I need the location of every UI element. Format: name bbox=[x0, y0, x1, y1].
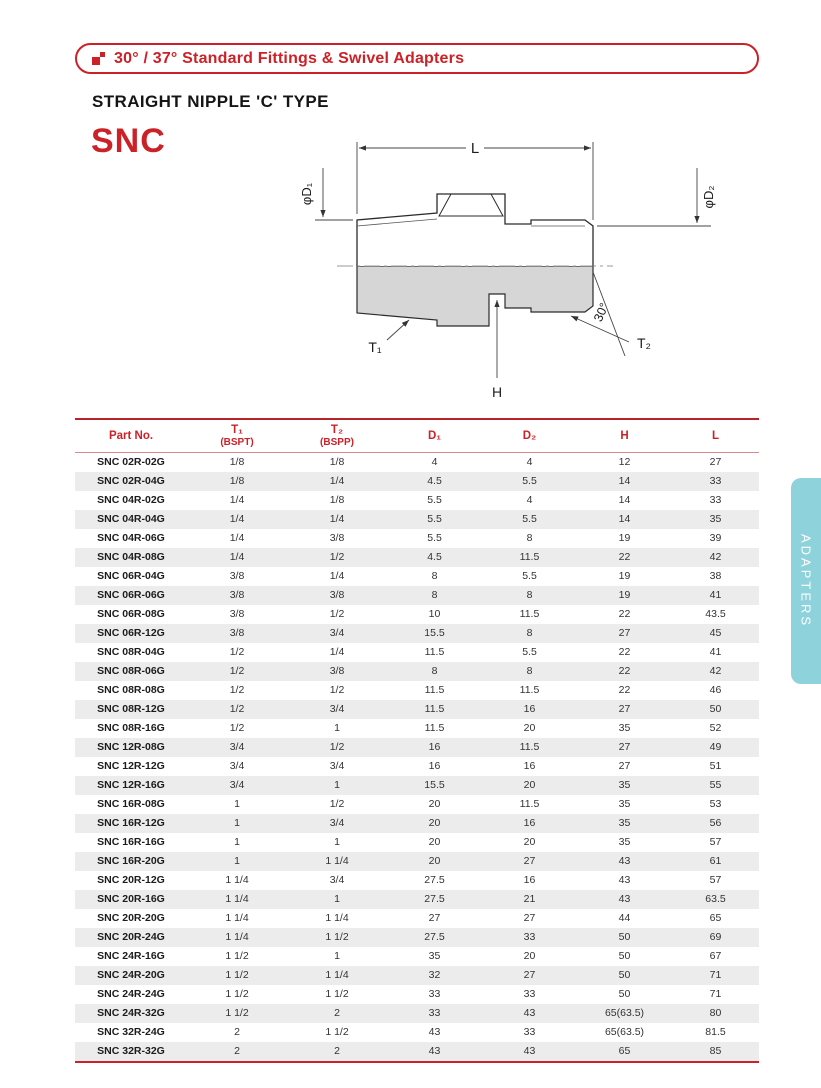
spec-value-cell: 10 bbox=[428, 608, 441, 620]
spec-value-cell: 22 bbox=[618, 684, 631, 696]
spec-value-cell: 3/4 bbox=[229, 760, 245, 772]
spec-value-cell: 1/2 bbox=[329, 798, 345, 810]
spec-value-cell: 51 bbox=[709, 760, 722, 772]
spec-value-cell: 1/2 bbox=[229, 646, 245, 658]
part-no-cell: SNC 02R-02G bbox=[97, 456, 165, 468]
spec-value-cell: 14 bbox=[618, 513, 631, 525]
spec-value-cell: 1/4 bbox=[329, 475, 345, 487]
technical-drawing bbox=[287, 116, 747, 412]
spec-value-cell: 42 bbox=[709, 665, 722, 677]
table-row bbox=[75, 852, 759, 871]
spec-value-cell: 20 bbox=[523, 950, 536, 962]
part-no-cell: SNC 16R-16G bbox=[97, 836, 165, 848]
part-no-cell: SNC 04R-06G bbox=[97, 532, 165, 544]
table-row bbox=[75, 567, 759, 586]
spec-value-cell: 16 bbox=[523, 817, 536, 829]
spec-value-cell: 1 1/4 bbox=[225, 893, 249, 905]
spec-value-cell: 57 bbox=[709, 836, 722, 848]
spec-value-cell: 65 bbox=[709, 912, 722, 924]
spec-value-cell: 1 1/4 bbox=[325, 855, 349, 867]
spec-value-cell: 2 bbox=[234, 1026, 240, 1038]
table-row bbox=[75, 529, 759, 548]
spec-value-cell: 12 bbox=[618, 456, 631, 468]
part-no-cell: SNC 08R-08G bbox=[97, 684, 165, 696]
spec-value-cell: 5.5 bbox=[522, 570, 537, 582]
column-header-h: H bbox=[577, 419, 672, 453]
spec-value-cell: 32 bbox=[428, 969, 441, 981]
spec-value-cell: 1/2 bbox=[329, 551, 345, 563]
spec-value-cell: 33 bbox=[428, 988, 441, 1000]
spec-value-cell: 33 bbox=[428, 1007, 441, 1019]
part-no-cell: SNC 12R-08G bbox=[97, 741, 165, 753]
spec-value-cell: 35 bbox=[618, 722, 631, 734]
dim-label-L: L bbox=[470, 140, 480, 157]
spec-value-cell: 11.5 bbox=[519, 741, 540, 753]
leader-t1 bbox=[387, 320, 409, 340]
spec-value-cell: 2 bbox=[334, 1007, 340, 1019]
spec-value-cell: 1 1/4 bbox=[225, 874, 249, 886]
table-row bbox=[75, 966, 759, 985]
table-row bbox=[75, 662, 759, 681]
spec-value-cell: 1 1/2 bbox=[225, 950, 249, 962]
column-header-l: L bbox=[672, 419, 759, 453]
spec-value-cell: 15.5 bbox=[424, 779, 445, 791]
spec-value-cell: 20 bbox=[428, 836, 441, 848]
spec-value-cell: 14 bbox=[618, 494, 631, 506]
spec-value-cell: 8 bbox=[431, 665, 438, 677]
spec-value-cell: 3/8 bbox=[329, 589, 345, 601]
side-tab-adapters[interactable] bbox=[791, 478, 821, 684]
spec-value-cell: 3/8 bbox=[229, 589, 245, 601]
spec-value-cell: 3/8 bbox=[229, 627, 245, 639]
spec-value-cell: 42 bbox=[709, 551, 722, 563]
spec-value-cell: 50 bbox=[618, 950, 631, 962]
spec-value-cell: 4 bbox=[526, 456, 533, 468]
spec-value-cell: 1 bbox=[234, 855, 240, 867]
table-row bbox=[75, 681, 759, 700]
table-row bbox=[75, 719, 759, 738]
spec-value-cell: 50 bbox=[709, 703, 722, 715]
spec-value-cell: 20 bbox=[523, 722, 536, 734]
spec-value-cell: 43 bbox=[523, 1045, 536, 1057]
spec-value-cell: 27 bbox=[618, 627, 631, 639]
spec-value-cell: 3/4 bbox=[329, 817, 345, 829]
spec-value-cell: 1 bbox=[234, 798, 240, 810]
dim-label-t2: T₂ bbox=[637, 335, 651, 351]
part-no-cell: SNC 16R-08G bbox=[97, 798, 165, 810]
spec-value-cell: 16 bbox=[523, 760, 536, 772]
spec-value-cell: 1 bbox=[234, 836, 240, 848]
spec-value-cell: 20 bbox=[428, 817, 441, 829]
spec-value-cell: 43 bbox=[523, 1007, 536, 1019]
part-no-cell: SNC 20R-16G bbox=[97, 893, 165, 905]
spec-value-cell: 11.5 bbox=[519, 798, 540, 810]
spec-value-cell: 1/2 bbox=[329, 741, 345, 753]
spec-value-cell: 35 bbox=[618, 779, 631, 791]
spec-value-cell: 19 bbox=[618, 532, 631, 544]
spec-value-cell: 43 bbox=[428, 1026, 441, 1038]
spec-value-cell: 20 bbox=[523, 836, 536, 848]
spec-value-cell: 27 bbox=[428, 912, 441, 924]
spec-value-cell: 1 1/4 bbox=[325, 969, 349, 981]
spec-value-cell: 52 bbox=[709, 722, 722, 734]
spec-value-cell: 20 bbox=[523, 779, 536, 791]
spec-value-cell: 65(63.5) bbox=[604, 1007, 645, 1019]
spec-table-body bbox=[75, 453, 759, 1063]
spec-value-cell: 11.5 bbox=[519, 684, 540, 696]
spec-value-cell: 20 bbox=[428, 798, 441, 810]
spec-value-cell: 33 bbox=[523, 1026, 536, 1038]
spec-value-cell: 35 bbox=[618, 817, 631, 829]
spec-value-cell: 63.5 bbox=[705, 893, 726, 905]
spec-value-cell: 8 bbox=[526, 665, 533, 677]
spec-value-cell: 22 bbox=[618, 646, 631, 658]
spec-value-cell: 16 bbox=[523, 874, 536, 886]
spec-value-cell: 1 bbox=[334, 722, 340, 734]
column-header-part-no: Part No. bbox=[75, 419, 187, 453]
spec-value-cell: 35 bbox=[709, 513, 722, 525]
table-row bbox=[75, 890, 759, 909]
spec-value-cell: 81.5 bbox=[705, 1026, 726, 1038]
part-no-cell: SNC 24R-32G bbox=[97, 1007, 165, 1019]
part-no-cell: SNC 24R-24G bbox=[97, 988, 165, 1000]
product-subtitle: STRAIGHT NIPPLE 'C' TYPE bbox=[92, 92, 329, 111]
spec-value-cell: 1/2 bbox=[329, 608, 345, 620]
spec-value-cell: 22 bbox=[618, 665, 631, 677]
spec-value-cell: 16 bbox=[428, 741, 441, 753]
part-no-cell: SNC 32R-32G bbox=[97, 1045, 165, 1057]
spec-value-cell: 16 bbox=[428, 760, 441, 772]
spec-value-cell: 50 bbox=[618, 988, 631, 1000]
table-row bbox=[75, 453, 759, 473]
spec-value-cell: 33 bbox=[709, 475, 722, 487]
product-code: SNC bbox=[91, 122, 166, 160]
spec-value-cell: 11.5 bbox=[519, 551, 540, 563]
side-tab-label: ADAPTERS bbox=[798, 533, 814, 629]
angle-label: 30° bbox=[591, 300, 612, 324]
table-row bbox=[75, 928, 759, 947]
spec-value-cell: 1 1/2 bbox=[325, 1026, 349, 1038]
part-no-cell: SNC 04R-08G bbox=[97, 551, 165, 563]
table-row bbox=[75, 700, 759, 719]
spec-value-cell: 43 bbox=[618, 893, 631, 905]
part-no-cell: SNC 32R-24G bbox=[97, 1026, 165, 1038]
spec-value-cell: 85 bbox=[709, 1045, 722, 1057]
spec-value-cell: 3/4 bbox=[229, 779, 245, 791]
spec-value-cell: 19 bbox=[618, 589, 631, 601]
table-row bbox=[75, 548, 759, 567]
spec-value-cell: 2 bbox=[234, 1045, 240, 1057]
fitting-outline bbox=[357, 194, 593, 266]
spec-value-cell: 53 bbox=[709, 798, 722, 810]
part-no-cell: SNC 24R-20G bbox=[97, 969, 165, 981]
spec-value-cell: 1/4 bbox=[229, 551, 245, 563]
spec-value-cell: 20 bbox=[428, 855, 441, 867]
spec-value-cell: 43.5 bbox=[705, 608, 726, 620]
spec-value-cell: 11.5 bbox=[424, 684, 445, 696]
spec-value-cell: 1/4 bbox=[229, 494, 245, 506]
spec-value-cell: 35 bbox=[618, 836, 631, 848]
spec-value-cell: 4.5 bbox=[427, 551, 442, 563]
part-no-cell: SNC 04R-04G bbox=[97, 513, 165, 525]
spec-value-cell: 27 bbox=[523, 855, 536, 867]
table-row bbox=[75, 510, 759, 529]
spec-value-cell: 8 bbox=[431, 570, 438, 582]
table-row bbox=[75, 624, 759, 643]
spec-value-cell: 11.5 bbox=[519, 608, 540, 620]
spec-value-cell: 1/2 bbox=[329, 684, 345, 696]
spec-value-cell: 22 bbox=[618, 551, 631, 563]
spec-value-cell: 1/8 bbox=[329, 456, 345, 468]
table-row bbox=[75, 985, 759, 1004]
part-no-cell: SNC 20R-24G bbox=[97, 931, 165, 943]
spec-value-cell: 65(63.5) bbox=[604, 1026, 645, 1038]
spec-value-cell: 5.5 bbox=[427, 494, 442, 506]
column-header-d2: D₂ bbox=[482, 419, 577, 453]
spec-value-cell: 67 bbox=[709, 950, 722, 962]
spec-value-cell: 3/4 bbox=[329, 703, 345, 715]
spec-value-cell: 11.5 bbox=[424, 646, 445, 658]
section-lower-half bbox=[357, 266, 593, 326]
column-header-t2: T₂ (BSPP) bbox=[287, 419, 387, 453]
spec-value-cell: 11.5 bbox=[424, 703, 445, 715]
table-row bbox=[75, 833, 759, 852]
spec-value-cell: 27 bbox=[618, 760, 631, 772]
spec-value-cell: 3/4 bbox=[329, 874, 345, 886]
dim-label-t1: T₁ bbox=[368, 339, 382, 355]
spec-value-cell: 1/4 bbox=[229, 532, 245, 544]
spec-value-cell: 3/4 bbox=[329, 760, 345, 772]
spec-value-cell: 49 bbox=[709, 741, 722, 753]
spec-value-cell: 55 bbox=[709, 779, 722, 791]
spec-value-cell: 27 bbox=[523, 912, 536, 924]
part-no-cell: SNC 12R-12G bbox=[97, 760, 165, 772]
spec-value-cell: 27 bbox=[709, 456, 722, 468]
part-no-cell: SNC 06R-12G bbox=[97, 627, 165, 639]
spec-value-cell: 61 bbox=[709, 855, 722, 867]
column-header-t1: T₁ (BSPT) bbox=[187, 419, 287, 453]
table-row bbox=[75, 871, 759, 890]
spec-value-cell: 2 bbox=[334, 1045, 340, 1057]
part-no-cell: SNC 08R-12G bbox=[97, 703, 165, 715]
spec-value-cell: 1 1/4 bbox=[225, 912, 249, 924]
part-no-cell: SNC 08R-04G bbox=[97, 646, 165, 658]
spec-value-cell: 14 bbox=[618, 475, 631, 487]
spec-value-cell: 41 bbox=[709, 646, 722, 658]
spec-value-cell: 50 bbox=[618, 969, 631, 981]
spec-value-cell: 50 bbox=[618, 931, 631, 943]
spec-value-cell: 1 bbox=[334, 836, 340, 848]
table-row bbox=[75, 738, 759, 757]
spec-value-cell: 65 bbox=[618, 1045, 631, 1057]
spec-value-cell: 1/8 bbox=[229, 475, 245, 487]
part-no-cell: SNC 20R-20G bbox=[97, 912, 165, 924]
spec-value-cell: 8 bbox=[431, 589, 438, 601]
spec-value-cell: 1 1/2 bbox=[325, 988, 349, 1000]
spec-value-cell: 4 bbox=[431, 456, 438, 468]
spec-value-cell: 1 1/2 bbox=[325, 931, 349, 943]
spec-value-cell: 16 bbox=[523, 703, 536, 715]
spec-value-cell: 4 bbox=[526, 494, 533, 506]
spec-value-cell: 5.5 bbox=[427, 513, 442, 525]
table-row bbox=[75, 472, 759, 491]
spec-value-cell: 33 bbox=[709, 494, 722, 506]
part-no-cell: SNC 12R-16G bbox=[97, 779, 165, 791]
table-row bbox=[75, 1023, 759, 1042]
spec-value-cell: 1/2 bbox=[229, 665, 245, 677]
spec-value-cell: 46 bbox=[709, 684, 722, 696]
spec-value-cell: 8 bbox=[526, 589, 533, 601]
spec-value-cell: 35 bbox=[428, 950, 441, 962]
part-no-cell: SNC 04R-02G bbox=[97, 494, 165, 506]
spec-value-cell: 3/8 bbox=[229, 570, 245, 582]
table-row bbox=[75, 795, 759, 814]
part-no-cell: SNC 24R-16G bbox=[97, 950, 165, 962]
spec-value-cell: 4.5 bbox=[427, 475, 442, 487]
table-row bbox=[75, 1042, 759, 1062]
table-row bbox=[75, 909, 759, 928]
spec-value-cell: 39 bbox=[709, 532, 722, 544]
spec-value-cell: 43 bbox=[618, 855, 631, 867]
spec-value-cell: 1 1/4 bbox=[225, 931, 249, 943]
spec-value-cell: 1/2 bbox=[229, 722, 245, 734]
spec-value-cell: 21 bbox=[523, 893, 536, 905]
spec-value-cell: 35 bbox=[618, 798, 631, 810]
spec-value-cell: 1/4 bbox=[229, 513, 245, 525]
spec-value-cell: 8 bbox=[526, 627, 533, 639]
spec-value-cell: 43 bbox=[428, 1045, 441, 1057]
table-row bbox=[75, 776, 759, 795]
table-row bbox=[75, 491, 759, 510]
spec-value-cell: 3/4 bbox=[329, 627, 345, 639]
spec-value-cell: 80 bbox=[709, 1007, 722, 1019]
dim-label-h: H bbox=[491, 384, 503, 400]
spec-value-cell: 1/2 bbox=[229, 703, 245, 715]
spec-value-cell: 33 bbox=[523, 931, 536, 943]
spec-value-cell: 1 1/4 bbox=[325, 912, 349, 924]
spec-value-cell: 27.5 bbox=[424, 893, 445, 905]
spec-value-cell: 27.5 bbox=[424, 874, 445, 886]
spec-value-cell: 1/8 bbox=[329, 494, 345, 506]
spec-value-cell: 1/8 bbox=[229, 456, 245, 468]
spec-value-cell: 1/4 bbox=[329, 570, 345, 582]
part-no-cell: SNC 08R-06G bbox=[97, 665, 165, 677]
spec-value-cell: 27 bbox=[618, 741, 631, 753]
part-no-cell: SNC 02R-04G bbox=[97, 475, 165, 487]
table-row bbox=[75, 643, 759, 662]
spec-value-cell: 1 1/2 bbox=[225, 988, 249, 1000]
spec-value-cell: 38 bbox=[709, 570, 722, 582]
dim-label-d1: φD₁ bbox=[299, 182, 314, 206]
spec-value-cell: 56 bbox=[709, 817, 722, 829]
part-no-cell: SNC 08R-16G bbox=[97, 722, 165, 734]
column-header-d1: D₁ bbox=[387, 419, 482, 453]
spec-value-cell: 3/8 bbox=[329, 532, 345, 544]
spec-value-cell: 1 bbox=[234, 817, 240, 829]
part-no-cell: SNC 16R-20G bbox=[97, 855, 165, 867]
part-no-cell: SNC 06R-06G bbox=[97, 589, 165, 601]
spec-value-cell: 1 bbox=[334, 893, 340, 905]
spec-value-cell: 27.5 bbox=[424, 931, 445, 943]
banner-title: 30° / 37° Standard Fittings & Swivel Adapters bbox=[114, 49, 465, 67]
squares-icon bbox=[92, 52, 105, 65]
spec-value-cell: 5.5 bbox=[522, 513, 537, 525]
spec-value-cell: 5.5 bbox=[522, 646, 537, 658]
spec-value-cell: 5.5 bbox=[522, 475, 537, 487]
table-row bbox=[75, 605, 759, 624]
spec-value-cell: 41 bbox=[709, 589, 722, 601]
spec-value-cell: 1/4 bbox=[329, 513, 345, 525]
table-row bbox=[75, 586, 759, 605]
part-no-cell: SNC 06R-04G bbox=[97, 570, 165, 582]
spec-value-cell: 1 1/2 bbox=[225, 1007, 249, 1019]
spec-value-cell: 44 bbox=[618, 912, 631, 924]
spec-value-cell: 15.5 bbox=[424, 627, 445, 639]
spec-value-cell: 1 bbox=[334, 950, 340, 962]
spec-value-cell: 27 bbox=[523, 969, 536, 981]
spec-value-cell: 27 bbox=[618, 703, 631, 715]
spec-value-cell: 71 bbox=[709, 988, 722, 1000]
section-banner bbox=[75, 43, 759, 74]
spec-value-cell: 19 bbox=[618, 570, 631, 582]
table-row bbox=[75, 757, 759, 776]
table-row bbox=[75, 814, 759, 833]
spec-value-cell: 69 bbox=[709, 931, 722, 943]
spec-value-cell: 1 bbox=[334, 779, 340, 791]
part-no-cell: SNC 20R-12G bbox=[97, 874, 165, 886]
spec-value-cell: 5.5 bbox=[427, 532, 442, 544]
spec-table-header bbox=[75, 419, 759, 453]
spec-value-cell: 71 bbox=[709, 969, 722, 981]
part-no-cell: SNC 16R-12G bbox=[97, 817, 165, 829]
table-row bbox=[75, 1004, 759, 1023]
spec-value-cell: 57 bbox=[709, 874, 722, 886]
spec-value-cell: 33 bbox=[523, 988, 536, 1000]
spec-value-cell: 43 bbox=[618, 874, 631, 886]
spec-value-cell: 45 bbox=[709, 627, 722, 639]
spec-value-cell: 3/8 bbox=[329, 665, 345, 677]
spec-value-cell: 1/4 bbox=[329, 646, 345, 658]
dim-label-d2: φD₂ bbox=[701, 185, 716, 209]
spec-value-cell: 22 bbox=[618, 608, 631, 620]
part-no-cell: SNC 06R-08G bbox=[97, 608, 165, 620]
spec-table bbox=[75, 418, 759, 1063]
spec-value-cell: 8 bbox=[526, 532, 533, 544]
spec-value-cell: 3/4 bbox=[229, 741, 245, 753]
spec-value-cell: 11.5 bbox=[424, 722, 445, 734]
spec-value-cell: 1/2 bbox=[229, 684, 245, 696]
spec-value-cell: 1 1/2 bbox=[225, 969, 249, 981]
table-row bbox=[75, 947, 759, 966]
spec-value-cell: 3/8 bbox=[229, 608, 245, 620]
